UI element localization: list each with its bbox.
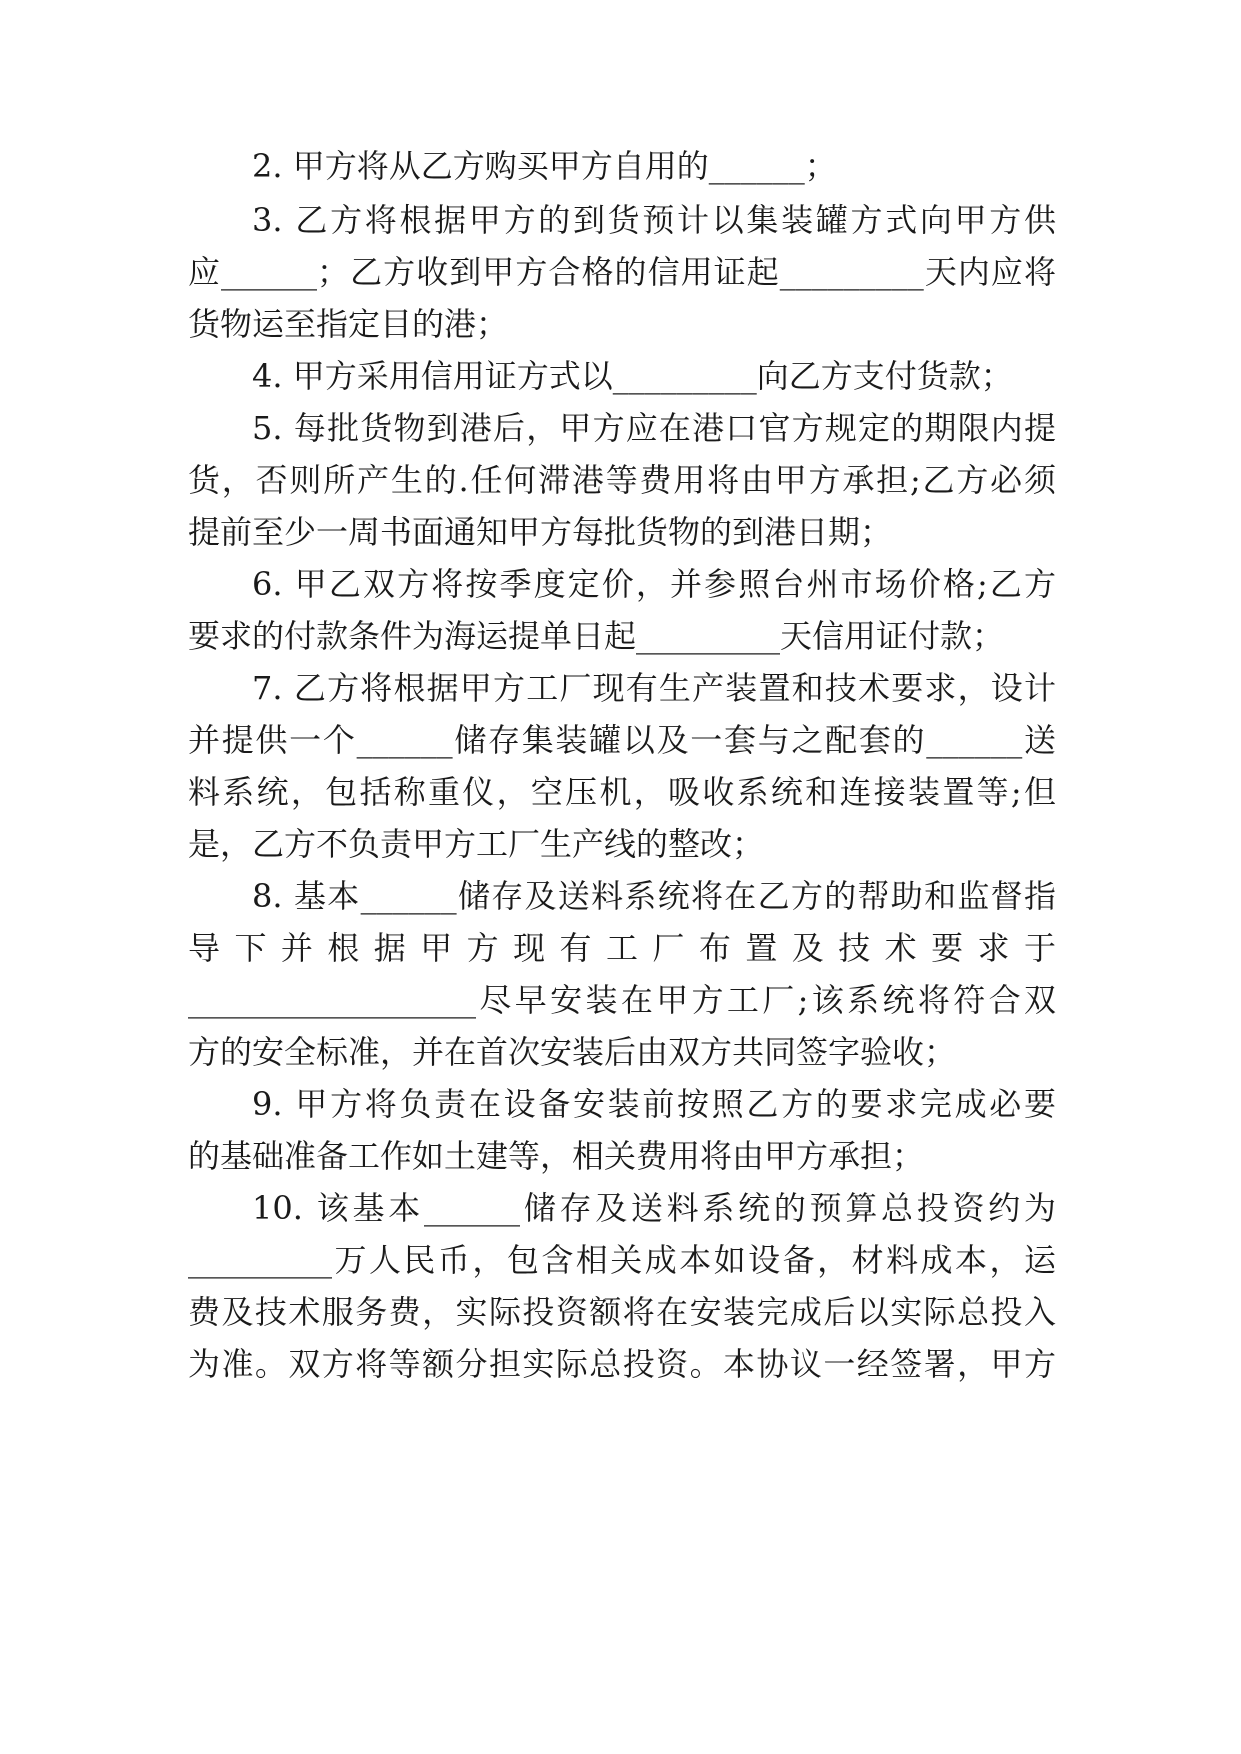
text-line-23: 费及技术服务费，实际投资额将在安装完成后以实际总投入: [188, 1293, 1056, 1331]
text-line-8: 提前至少一周书面通知甲方每批货物的到港日期；: [188, 513, 893, 551]
text-line-22: _________万人民币，包含相关成本如设备，材料成本，运: [188, 1241, 1056, 1279]
text-line-5: 4. 甲方采用信用证方式以_________向乙方支付货款；: [252, 357, 1013, 395]
text-line-4: 货物运至指定目的港；: [188, 305, 509, 343]
text-line-16: 导 下 并 根 据 甲 方 现 有 工 厂 布 置 及 技 术 要 求 于: [188, 929, 1056, 967]
text-line-10: 要求的付款条件为海运提单日起_________天信用证付款；: [188, 617, 1005, 655]
text-line-13: 料系统，包括称重仪，空压机，吸收系统和连接装置等;但: [188, 773, 1056, 811]
text-line-12: 并提供一个______储存集装罐以及一套与之配套的______送: [188, 721, 1056, 759]
text-line-1: 2. 甲方将从乙方购买甲方自用的______；: [252, 147, 837, 185]
text-line-24: 为准。双方将等额分担实际总投资。本协议一经签署，甲方: [188, 1345, 1056, 1383]
text-line-20: 的基础准备工作如土建等，相关费用将由甲方承担；: [188, 1137, 925, 1175]
text-line-11: 7. 乙方将根据甲方工厂现有生产装置和技术要求，设计: [252, 669, 1056, 707]
text-line-17: __________________尽早安装在甲方工厂;该系统将符合双: [188, 981, 1056, 1019]
text-line-19: 9. 甲方将负责在设备安装前按照乙方的要求完成必要: [252, 1085, 1056, 1123]
text-line-15: 8. 基本______储存及送料系统将在乙方的帮助和监督指: [252, 877, 1056, 915]
text-line-7: 货，否则所产生的.任何滞港等费用将由甲方承担;乙方必须: [188, 461, 1056, 499]
text-line-3: 应______；乙方收到甲方合格的信用证起_________天内应将: [188, 253, 1056, 291]
text-line-21: 10. 该基本______储存及送料系统的预算总投资约为: [252, 1189, 1056, 1227]
text-line-14: 是，乙方不负责甲方工厂生产线的整改；: [188, 825, 765, 863]
text-line-18: 方的安全标准，并在首次安装后由双方共同签字验收；: [188, 1033, 957, 1071]
text-line-6: 5. 每批货物到港后，甲方应在港口官方规定的期限内提: [252, 409, 1056, 447]
text-line-2: 3. 乙方将根据甲方的到货预计以集装罐方式向甲方供: [252, 201, 1056, 239]
text-line-9: 6. 甲乙双方将按季度定价，并参照台州市场价格;乙方: [252, 565, 1056, 603]
